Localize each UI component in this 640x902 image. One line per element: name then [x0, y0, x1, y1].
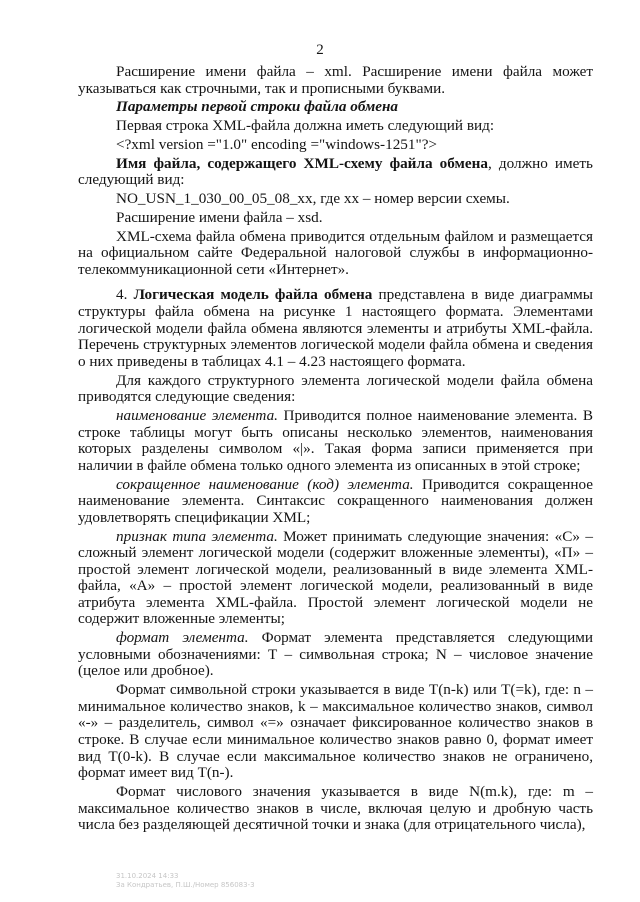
section-4-term: Логическая модель файла обмена: [133, 286, 373, 304]
term-element-format: формат элемента.: [116, 629, 249, 647]
text-element-format: Формат элемента представляется следующими условными обозначениями: Т – символьная строка; N – числовое значение (целое или дробное).: [78, 629, 593, 680]
text-element-type: Может принимать следующие значения: «С» – сложный элемент логической модели (содержит вложенные элементы), «П» – простой элемент логической модели, реализованный в виде элемента XML-файла, «А» – простой элемент логической модели, реализованный в виде атрибута элемента XML-файла. Простой элемент логической модели не содержит вложенные элементы;: [78, 527, 593, 628]
schema-name-term: Имя файла, содержащего XML-схему файла обмена: [116, 154, 488, 172]
section-heading-first-line: [78, 99, 593, 116]
paragraph-section-4: [78, 287, 593, 370]
section-4-rest: представлена в виде диаграммы структуры файла обмена на рисунке 1 настоящего формата. Элементами логической модели файла обмена являются элементы и атрибуты XML-файла. Перечень структурных элементов логической модели файла обмена и сведения о них приведены в таблицах 4.1 – 4.23 настоящего формата.: [78, 286, 593, 370]
term-element-name: наименование элемента.: [116, 406, 278, 424]
list-item-element-type: [78, 529, 593, 629]
electronic-signature-stamp: [116, 872, 255, 890]
paragraph-for-each-element: Для каждого структурного элемента логической модели файла обмена приводятся следующие сведения:: [78, 371, 593, 406]
list-item-element-name: [78, 408, 593, 474]
paragraph-schema-name: [78, 156, 593, 189]
stamp-line-signer: За Кондратьев, П.Ш./Номер 856083-3: [116, 881, 255, 889]
heading-text: Параметры первой строки файла обмена: [116, 98, 399, 116]
paragraph-first-line: Первая строка XML-файла должна иметь следующий вид:: [116, 117, 495, 135]
document-body: [78, 64, 593, 836]
text-element-name: Приводится полное наименование элемента. В строке таблицы могут быть описаны несколько элементов, наименования которых разделены символом «|». Такая форма записи применяется при наличии в файле обмена только одного элемента из описанных в этой строке;: [78, 406, 593, 474]
paragraph-string-format: Формат символьной строки указывается в виде T(n-k) или T(=k), где: n – минимальное количество знаков, k – максимальное количество знаков, символ «-» – разделитель, символ «=» означает фиксированное количество знаков в строке. В случае если минимальное количество знаков равно 0, формат имеет вид T(0-k). В случае если максимальное количество знаков не ограничено, формат имеет вид T(n-).: [78, 681, 593, 782]
paragraph-schema-published: XML-схема файла обмена приводится отдельным файлом и размещается на официальном сайте Федеральной налоговой службы в информационно-телекоммуникационной сети «Интернет».: [78, 227, 593, 278]
paragraph-schema-file-name: NO_USN_1_030_00_05_08_xx, где хх – номер версии схемы.: [116, 190, 510, 208]
paragraph-schema-extension: Расширение имени файла – xsd.: [116, 208, 323, 226]
term-element-type: признак типа элемента.: [116, 527, 278, 545]
schema-name-rest: , должно иметь следующий вид:: [78, 154, 593, 189]
page-number: 2: [316, 42, 324, 58]
list-item-element-format: [78, 630, 593, 680]
section-number: 4.: [116, 286, 134, 304]
paragraph-number-format: Формат числового значения указывается в виде N(m.k), где: m – максимальное количество знаков в числе, включая целую и дробную часть числа без разделяющей десятичной точки и знака (для отрицательного числа),: [78, 782, 593, 834]
xml-declaration-line: <?xml version ="1.0" encoding ="windows-1251"?>: [116, 135, 437, 153]
stamp-line-date: 31.10.2024 14:33: [116, 872, 179, 880]
paragraph-file-extension: Расширение имени файла – xml. Расширение имени файла может указываться как строчными, так и прописными буквами.: [78, 63, 593, 97]
term-short-name: сокращенное наименование (код) элемента.: [116, 475, 414, 493]
list-item-short-name: [78, 477, 593, 527]
text-short-name: Приводится сокращенное наименование элемента. Синтаксис сокращенного наименования должен удовлетворять спецификации XML;: [78, 475, 593, 526]
